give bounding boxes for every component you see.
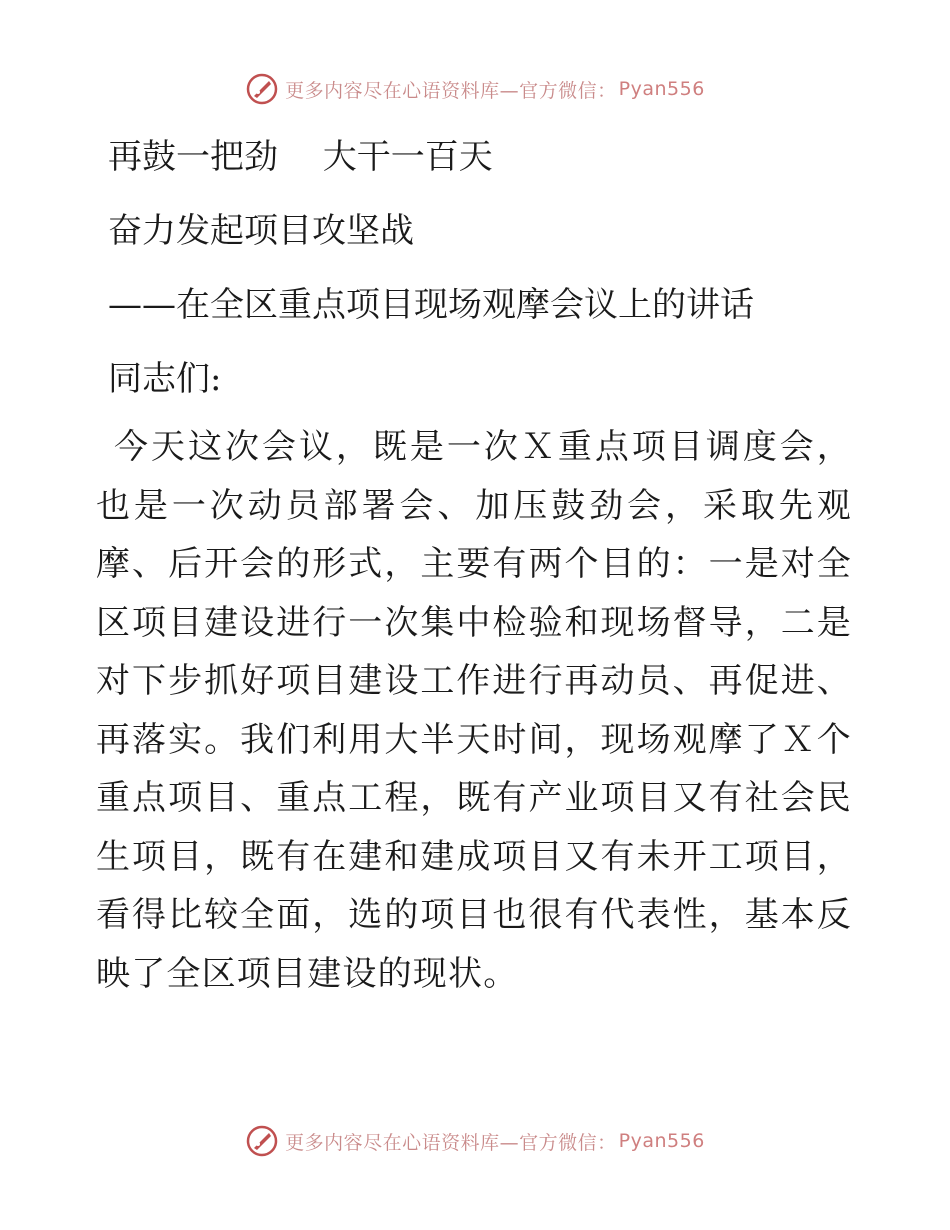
footer-watermark [0, 1124, 950, 1158]
speech-subtitle: ——在全区重点项目现场观摩会议上的讲话 [108, 285, 754, 325]
title-line-1: 再鼓一把劲 大干一百天 [108, 137, 493, 177]
title-line-2: 奋力发起项目攻坚战 [108, 211, 414, 251]
header-watermark [0, 72, 950, 106]
quill-logo-icon [245, 72, 279, 106]
quill-logo-icon [245, 1124, 279, 1158]
document-body [96, 120, 852, 1003]
watermark-text: 更多内容尽在心语资料库—官方微信： [285, 79, 617, 102]
watermark-text: 更多内容尽在心语资料库—官方微信： [285, 1131, 617, 1154]
watermark-wechat-id: Pyan556 [618, 1130, 705, 1152]
salutation: 同志们: [108, 359, 222, 399]
watermark-wechat-id: Pyan556 [618, 78, 705, 100]
body-paragraph: 今天这次会议，既是一次Ｘ重点项目调度会，也是一次动员部署会、加压鼓劲会，采取先观摩、后开会的形式，主要有两个目的：一是对全区项目建设进行一次集中检验和现场督导，二是对下步抓好项目建设工作进行再动员、再促进、再落实。我们利用大半天时间，现场观摩了Ｘ个重点项目、重点工程，既有产业项目又有社会民生项目，既有在建和建成项目又有未开工项目，看得比较全面，选的项目也很有代表性，基本反映了全区项目建设的现状。 [96, 427, 852, 994]
